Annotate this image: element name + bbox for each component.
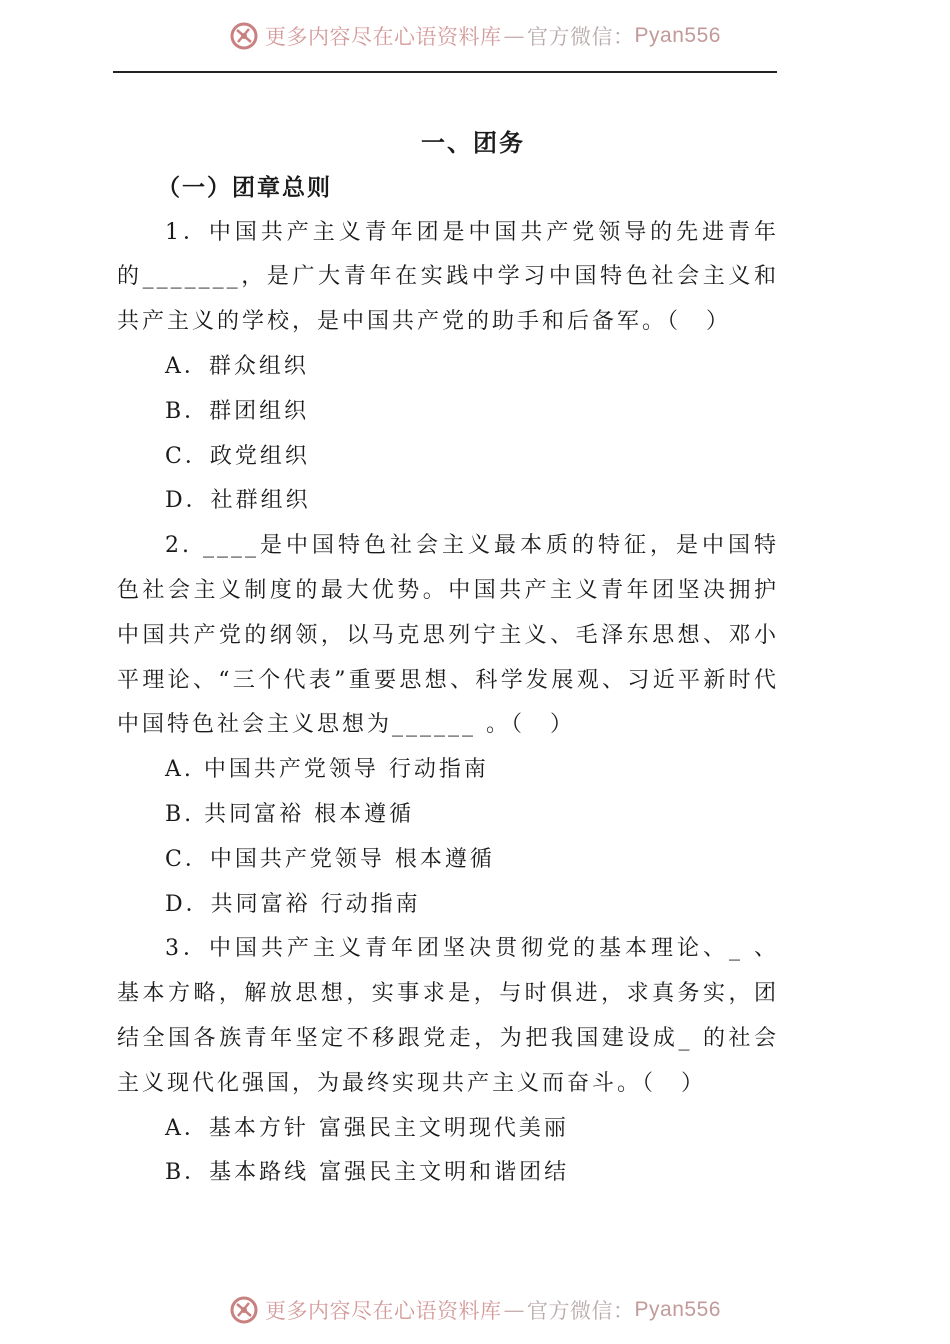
watermark-brand: 更多内容尽在心语资料库 (265, 1299, 502, 1323)
watermark-brand: 更多内容尽在心语资料库 (265, 25, 502, 49)
question-option: D．共同富裕 行动指南 (165, 891, 421, 917)
section-title: 一、团务 (421, 128, 525, 157)
question-option: C．政党组织 (165, 443, 310, 469)
watermark-wechat-label: 官方微信： (527, 25, 635, 49)
watermark-wechat-id: Pyan556 (634, 1298, 721, 1321)
document-body (117, 121, 779, 1196)
question-option: B. 共同富裕 根本遵循 (165, 801, 415, 827)
question-text: 3．中国共产主义青年团坚决贯彻党的基本理论、_ 、基本方略，解放思想，实事求是，与时俱进，求真务实，团结全国各族青年坚定不移跟党走，为把我国建设成_ 的社会主义现代化强国，为最终实现共产主义而奋斗。（ ） (117, 936, 779, 1096)
question-option: A．群众组织 (165, 353, 309, 379)
header-rule (113, 71, 777, 73)
seal-logo-icon (229, 21, 259, 51)
watermark-separator: — (503, 24, 526, 48)
question-option: D．社群组织 (165, 488, 311, 514)
question-option: A．基本方针 富强民主文明现代美丽 (165, 1115, 569, 1141)
question-option: B．基本路线 富强民主文明和谐团结 (165, 1160, 570, 1186)
watermark-wechat-label: 官方微信： (527, 1299, 635, 1323)
seal-logo-icon (229, 1295, 259, 1325)
watermark-separator: — (503, 1298, 526, 1322)
question-text: 2. ____是中国特色社会主义最本质的特征，是中国特色社会主义制度的最大优势。中国共产主义青年团坚决拥护中国共产党的纲领，以马克思列宁主义、毛泽东思想、邓小平理论、“三个代表”重要思想、科学发展观、习近平新时代中国特色社会主义思想为______ 。（ ） (117, 533, 779, 738)
watermark-footer (0, 1290, 950, 1330)
question-option: A. 中国共产党领导 行动指南 (165, 757, 489, 783)
watermark-header (0, 16, 950, 56)
subsection-title: （一）团章总则 (157, 173, 332, 201)
question-text: 1．中国共产主义青年团是中国共产党领导的先进青年的_______，是广大青年在实践中学习中国特色社会主义和共产主义的学校，是中国共产党的助手和后备军。（ ） (117, 219, 779, 335)
watermark-wechat-id: Pyan556 (634, 24, 721, 47)
question-option: C．中国共产党领导 根本遵循 (165, 846, 495, 872)
question-option: B．群团组织 (165, 398, 310, 424)
